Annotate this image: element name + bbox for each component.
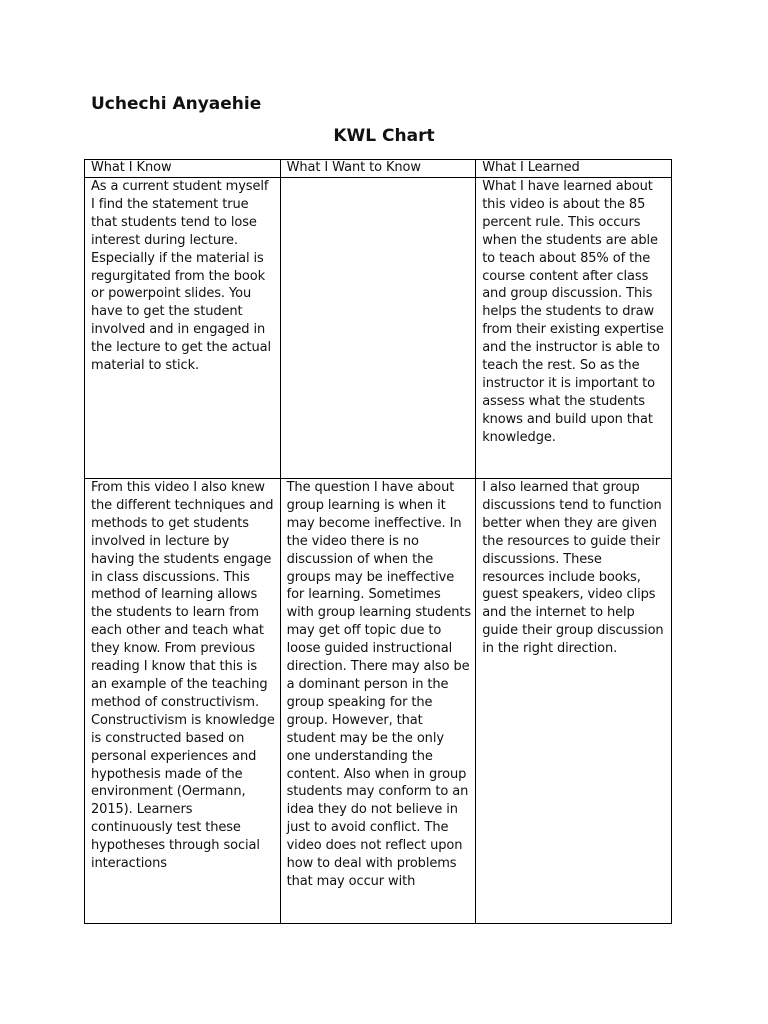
table-row bbox=[85, 178, 672, 479]
cell-text: From this video I also knew the different techniques and methods to get students involved in lecture by having the students engage in class discussions. This method of learning allows the students to learn from each other and teach what they know. From previous reading I know that this is an example of the teaching method of constructivism. Constructivism is knowledge is constructed based on personal experiences and hypothesis made of the environment (Oermann, 2015). Learners continuously test these hypotheses through social interactions bbox=[91, 480, 275, 872]
table-cell-know bbox=[85, 479, 281, 924]
table-cell-learned bbox=[476, 479, 672, 924]
cell-text: What I have learned about this video is about the 85 percent rule. This occurs when the students are able to teach about 85% of the course content after class and group discussion. This helps the students to draw from their existing expertise and the instructor is able to teach the rest. So as the instructor it is important to assess what the students knows and build upon that knowledge. bbox=[482, 179, 664, 445]
cell-text: I also learned that group discussions tend to function better when they are given the resources to guide their discussions. These resources include books, guest speakers, video clips and the internet to help guide their group discussion in the right direction. bbox=[482, 480, 664, 657]
header-what-i-know: What I Know bbox=[85, 160, 281, 178]
table-cell-know bbox=[85, 178, 281, 479]
cell-text: The question I have about group learning is when it may become ineffective. In the video there is no discussion of when the groups may be ineffective for learning. Sometimes with group learning students may get off topic due to loose guided instructional direction. There may also be a dominant person in the group speaking for the group. However, that student may be the only one understanding the content. Also when in group students may conform to an idea they do not believe in just to avoid conflict. The video does not reflect upon how to deal with problems that may occur with bbox=[286, 480, 472, 889]
kwl-table bbox=[84, 159, 672, 924]
table-cell-want-to-know bbox=[280, 479, 476, 924]
table-row bbox=[85, 479, 672, 924]
header-what-i-learned: What I Learned bbox=[476, 160, 672, 178]
table-cell-learned bbox=[476, 178, 672, 479]
table-header-row bbox=[85, 160, 672, 178]
table-cell-want-to-know bbox=[280, 178, 476, 479]
header-what-i-want-to-know: What I Want to Know bbox=[280, 160, 476, 178]
author-name: Uchechi Anyaehie bbox=[91, 94, 262, 114]
cell-text: As a current student myself I find the statement true that students tend to lose interest during lecture. Especially if the material is regurgitated from the book or powerpoint slides. You have to get the student involved and in engaged in the lecture to get the actual material to stick. bbox=[91, 179, 272, 374]
document-title: KWL Chart bbox=[333, 126, 435, 146]
